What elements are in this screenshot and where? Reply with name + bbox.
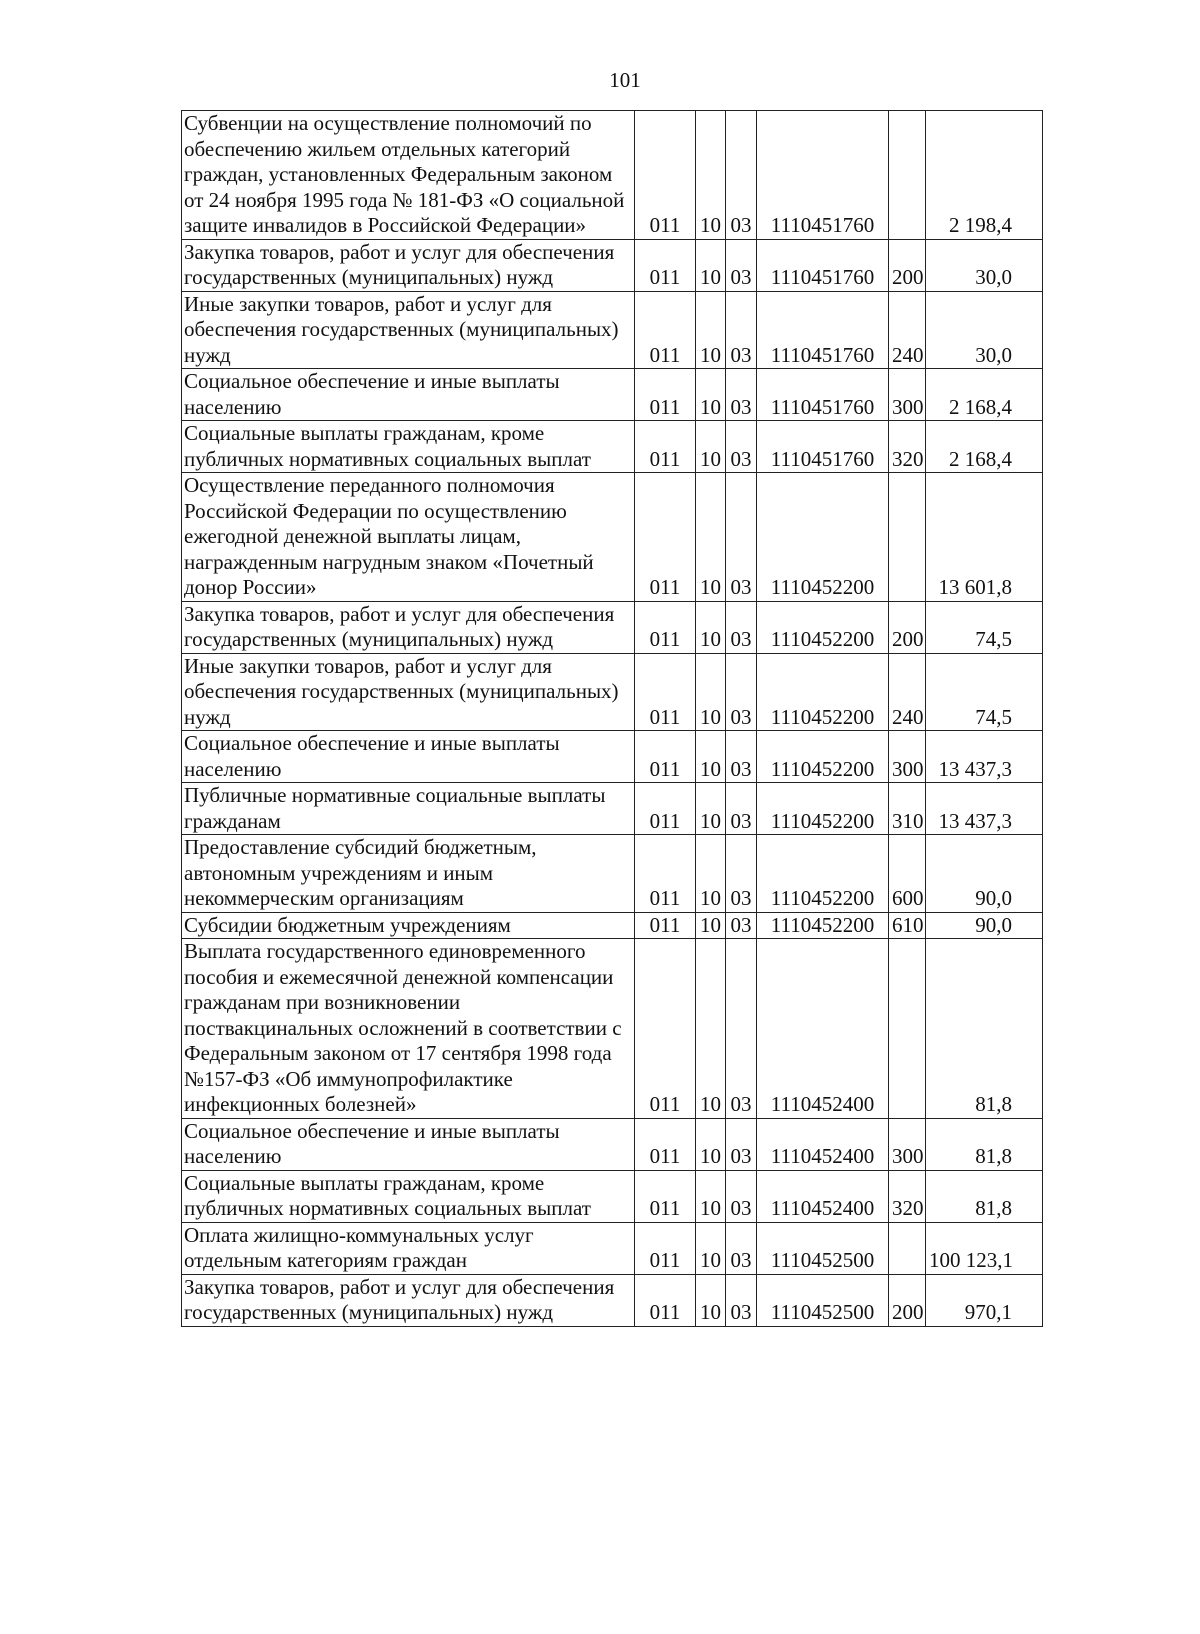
amount-cell: 100 123,1 (926, 1222, 1043, 1274)
subsection-code-cell: 03 (726, 1118, 757, 1170)
ministry-code-cell: 011 (635, 939, 696, 1119)
amount-cell: 74,5 (926, 601, 1043, 653)
amount-cell: 970,1 (926, 1274, 1043, 1326)
table-row (182, 1118, 1043, 1170)
row-name-cell: Закупка товаров, работ и услуг для обеспечения государственных (муниципальных) нужд (182, 601, 635, 653)
subsection-code-cell: 03 (726, 912, 757, 939)
row-name-cell: Иные закупки товаров, работ и услуг для обеспечения государственных (муниципальных) нужд (182, 653, 635, 731)
row-name-cell: Социальные выплаты гражданам, кроме публичных нормативных социальных выплат (182, 421, 635, 473)
table-row (182, 111, 1043, 240)
target-article-cell: 1110451760 (757, 291, 889, 369)
target-article-cell: 1110451760 (757, 421, 889, 473)
ministry-code-cell: 011 (635, 1118, 696, 1170)
row-name-cell: Социальное обеспечение и иные выплаты населению (182, 1118, 635, 1170)
target-article-cell: 1110451760 (757, 111, 889, 240)
target-article-cell: 1110452200 (757, 835, 889, 913)
row-name-cell: Социальное обеспечение и иные выплаты населению (182, 731, 635, 783)
row-name-cell: Субсидии бюджетным учреждениям (182, 912, 635, 939)
section-code-cell: 10 (696, 653, 726, 731)
section-code-cell: 10 (696, 731, 726, 783)
table-row (182, 473, 1043, 602)
row-name-cell: Закупка товаров, работ и услуг для обеспечения государственных (муниципальных) нужд (182, 1274, 635, 1326)
target-article-cell: 1110452500 (757, 1274, 889, 1326)
table-row (182, 783, 1043, 835)
expense-type-cell (889, 473, 926, 602)
expense-type-cell: 200 (889, 601, 926, 653)
ministry-code-cell: 011 (635, 473, 696, 602)
ministry-code-cell: 011 (635, 731, 696, 783)
ministry-code-cell: 011 (635, 1222, 696, 1274)
amount-cell: 13 437,3 (926, 783, 1043, 835)
expense-type-cell: 200 (889, 239, 926, 291)
table-row (182, 939, 1043, 1119)
amount-cell: 81,8 (926, 1170, 1043, 1222)
expense-type-cell: 310 (889, 783, 926, 835)
amount-cell: 13 437,3 (926, 731, 1043, 783)
amount-cell: 13 601,8 (926, 473, 1043, 602)
ministry-code-cell: 011 (635, 783, 696, 835)
target-article-cell: 1110452400 (757, 939, 889, 1119)
section-code-cell: 10 (696, 473, 726, 602)
row-name-cell: Субвенции на осуществление полномочий по обеспечению жильем отдельных категорий граждан, установленных Федеральным законом от 24 ноября 1995 года № 181-ФЗ «О социальной защите инвалидов в Российской Федерации» (182, 111, 635, 240)
row-name-cell: Социальное обеспечение и иные выплаты населению (182, 369, 635, 421)
target-article-cell: 1110452200 (757, 473, 889, 602)
amount-cell: 90,0 (926, 835, 1043, 913)
table-row (182, 239, 1043, 291)
section-code-cell: 10 (696, 1170, 726, 1222)
ministry-code-cell: 011 (635, 291, 696, 369)
amount-cell: 30,0 (926, 239, 1043, 291)
table-row (182, 1274, 1043, 1326)
table-row (182, 731, 1043, 783)
section-code-cell: 10 (696, 601, 726, 653)
section-code-cell: 10 (696, 939, 726, 1119)
row-name-cell: Иные закупки товаров, работ и услуг для обеспечения государственных (муниципальных) нужд (182, 291, 635, 369)
row-name-cell: Публичные нормативные социальные выплаты гражданам (182, 783, 635, 835)
expense-type-cell: 300 (889, 369, 926, 421)
expense-type-cell: 610 (889, 912, 926, 939)
expense-type-cell (889, 1222, 926, 1274)
table-row (182, 912, 1043, 939)
section-code-cell: 10 (696, 291, 726, 369)
subsection-code-cell: 03 (726, 369, 757, 421)
row-name-cell: Закупка товаров, работ и услуг для обеспечения государственных (муниципальных) нужд (182, 239, 635, 291)
section-code-cell: 10 (696, 1222, 726, 1274)
subsection-code-cell: 03 (726, 421, 757, 473)
section-code-cell: 10 (696, 912, 726, 939)
amount-cell: 81,8 (926, 1118, 1043, 1170)
ministry-code-cell: 011 (635, 653, 696, 731)
expense-type-cell: 320 (889, 1170, 926, 1222)
table-row (182, 601, 1043, 653)
table-row (182, 1222, 1043, 1274)
ministry-code-cell: 011 (635, 912, 696, 939)
section-code-cell: 10 (696, 111, 726, 240)
amount-cell: 81,8 (926, 939, 1043, 1119)
target-article-cell: 1110452200 (757, 783, 889, 835)
amount-cell: 2 198,4 (926, 111, 1043, 240)
expense-type-cell: 320 (889, 421, 926, 473)
ministry-code-cell: 011 (635, 369, 696, 421)
budget-table-body (182, 111, 1043, 1327)
subsection-code-cell: 03 (726, 783, 757, 835)
target-article-cell: 1110452200 (757, 601, 889, 653)
table-row (182, 1170, 1043, 1222)
page-number: 101 (609, 68, 641, 92)
table-row (182, 653, 1043, 731)
section-code-cell: 10 (696, 239, 726, 291)
amount-cell: 2 168,4 (926, 369, 1043, 421)
row-name-cell: Предоставление субсидий бюджетным, автономным учреждениям и иным некоммерческим организациям (182, 835, 635, 913)
target-article-cell: 1110452400 (757, 1170, 889, 1222)
expense-type-cell (889, 111, 926, 240)
expense-type-cell: 600 (889, 835, 926, 913)
ministry-code-cell: 011 (635, 239, 696, 291)
amount-cell: 30,0 (926, 291, 1043, 369)
section-code-cell: 10 (696, 783, 726, 835)
subsection-code-cell: 03 (726, 601, 757, 653)
ministry-code-cell: 011 (635, 421, 696, 473)
row-name-cell: Осуществление переданного полномочия Российской Федерации по осуществлению ежегодной денежной выплаты лицам, награжденным нагрудным знаком «Почетный донор России» (182, 473, 635, 602)
section-code-cell: 10 (696, 369, 726, 421)
ministry-code-cell: 011 (635, 1274, 696, 1326)
subsection-code-cell: 03 (726, 1274, 757, 1326)
ministry-code-cell: 011 (635, 1170, 696, 1222)
target-article-cell: 1110452200 (757, 731, 889, 783)
section-code-cell: 10 (696, 421, 726, 473)
target-article-cell: 1110451760 (757, 369, 889, 421)
table-row (182, 835, 1043, 913)
amount-cell: 90,0 (926, 912, 1043, 939)
target-article-cell: 1110452200 (757, 653, 889, 731)
subsection-code-cell: 03 (726, 1222, 757, 1274)
subsection-code-cell: 03 (726, 473, 757, 602)
expense-type-cell: 240 (889, 291, 926, 369)
ministry-code-cell: 011 (635, 835, 696, 913)
target-article-cell: 1110452400 (757, 1118, 889, 1170)
table-row (182, 291, 1043, 369)
target-article-cell: 1110452500 (757, 1222, 889, 1274)
amount-cell: 2 168,4 (926, 421, 1043, 473)
section-code-cell: 10 (696, 835, 726, 913)
subsection-code-cell: 03 (726, 835, 757, 913)
target-article-cell: 1110451760 (757, 239, 889, 291)
subsection-code-cell: 03 (726, 291, 757, 369)
subsection-code-cell: 03 (726, 653, 757, 731)
subsection-code-cell: 03 (726, 111, 757, 240)
row-name-cell: Оплата жилищно-коммунальных услуг отдельным категориям граждан (182, 1222, 635, 1274)
row-name-cell: Выплата государственного единовременного пособия и ежемесячной денежной компенсации гражданам при возникновении поствакцинальных осложнений в соответствии с Федеральным законом от 17 сентября 1998 года №157-ФЗ «Об иммунопрофилактике инфекционных болезней» (182, 939, 635, 1119)
expense-type-cell (889, 939, 926, 1119)
budget-table (181, 110, 1043, 1327)
subsection-code-cell: 03 (726, 731, 757, 783)
expense-type-cell: 300 (889, 1118, 926, 1170)
subsection-code-cell: 03 (726, 1170, 757, 1222)
target-article-cell: 1110452200 (757, 912, 889, 939)
ministry-code-cell: 011 (635, 111, 696, 240)
section-code-cell: 10 (696, 1274, 726, 1326)
subsection-code-cell: 03 (726, 939, 757, 1119)
expense-type-cell: 300 (889, 731, 926, 783)
ministry-code-cell: 011 (635, 601, 696, 653)
section-code-cell: 10 (696, 1118, 726, 1170)
expense-type-cell: 240 (889, 653, 926, 731)
table-row (182, 369, 1043, 421)
amount-cell: 74,5 (926, 653, 1043, 731)
subsection-code-cell: 03 (726, 239, 757, 291)
row-name-cell: Социальные выплаты гражданам, кроме публичных нормативных социальных выплат (182, 1170, 635, 1222)
table-row (182, 421, 1043, 473)
expense-type-cell: 200 (889, 1274, 926, 1326)
